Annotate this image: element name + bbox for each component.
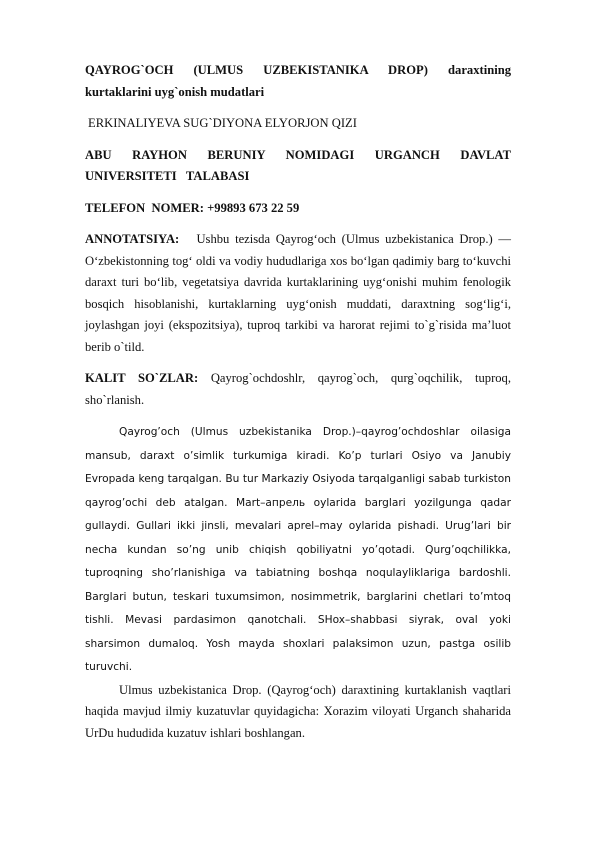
annotation-label: ANNOTATSIYA: [85, 232, 180, 246]
phone-number: TELEFON NOMER: +99893 673 22 59 [85, 200, 300, 215]
keywords-label: KALIT SO`ZLAR: [85, 371, 199, 385]
body-paragraph-2: Ulmus uzbekistanica Drop. (Qayrog‘och) daraxtining kurtaklanish vaqtlari haqida mavjud ilmiy kuzatuvlar quyidagicha: Xorazim viloyati Urganch shaharida UrDu hududida kuzatuv ishlari boshlangan. [85, 682, 511, 740]
body-paragraph-1: Qayrog’och (Ulmus uzbekistanika Drop.)–qayrog’ochdoshlar oilasiga mansub, daraxt o’simlik turkumiga kiradi. Ko’p turlari Osiyo va Janubiy Evropada keng tarqalgan. Bu tur Markaziy Osiyoda tarqalganligi sabab turkiston qayrog’ochi deb atalgan. Mart–апрель oylarida barglari yozilgunga qadar gullaydi. Gullari ikki jinsli, mevalari aprel–may oylarida pishadi. Urug’lari bir necha kundan so’ng unib chiqish qobiliyatni yo’qotadi. Qurg’oqchilikka, tuproqning sho’rlanishiga va tabiatning boshqa noqulayliklariga bardoshli. Barglari butun, teskari tuxumsimon, nosimmetrik, barglarini chetlari to’mtoq tishli. Mevasi pardasimon qanotchali. SHox–shabbasi siyrak, oval yoki sharsimon dumaloq. Yosh mayda shoxlari palaksimon uzun, pastga osilib turuvchi. [85, 426, 511, 673]
affiliation-line-1: ABU RAYHON BERUNIY NOMIDAGI URGANCH DAVLAT [85, 147, 511, 162]
affiliation-line-2: UNIVERSITETI TALABASI [85, 169, 250, 183]
title-line-2: kurtaklarini uyg`onish mudatlari [85, 84, 265, 99]
title-line-1: QAYROG`OCH (ULMUS UZBEKISTANIKA DROP) daraxtining [85, 63, 511, 77]
annotation-text: Ushbu tezisda Qayrog‘och (Ulmus uzbekistanica Drop.) — O‘zbekistonning tog‘ oldi va vodiy hududlariga xos bo‘lgan qadimiy barg to‘kuvchi daraxt turi bo‘lib, vegetatsiya davrida kurtaklarining uyg‘onishi muhim fenologik bosqich hisoblanishi, kurtaklarning uyg‘onish muddati, daraxtning sog‘lig‘i, joylashgan joyi (ekspozitsiya), tuproq tarkibi va harorat rejimi to`g`risida ma’luot berib o`tild. [85, 232, 511, 354]
keywords-text: Qayrog`ochdoshlr, qayrog`och, qurg`oqchilik, tuproq, sho`rlanish. [85, 371, 511, 407]
document-page [85, 60, 511, 744]
annotation-paragraph [85, 229, 511, 358]
author-name: ERKINALIYEVA SUG`DIYONA ELYORJON QIZI [88, 116, 357, 130]
keywords-paragraph [85, 368, 511, 411]
